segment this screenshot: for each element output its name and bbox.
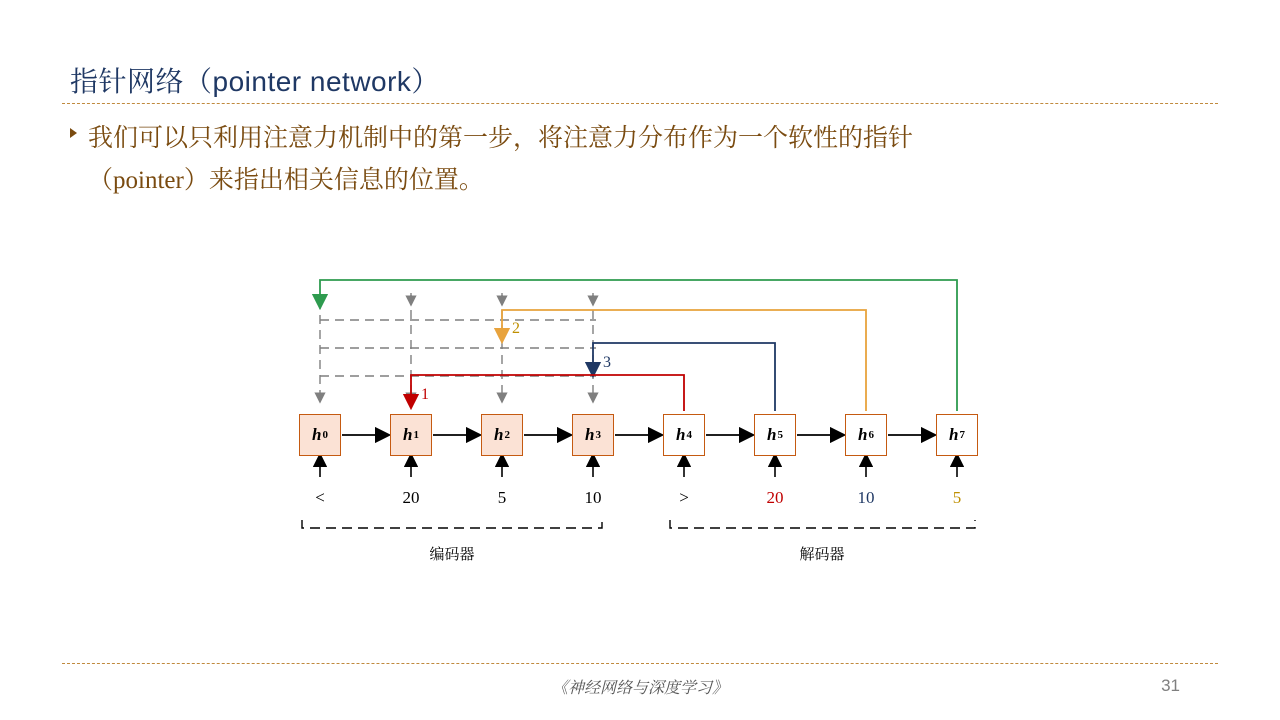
node-h7-base: h: [949, 425, 959, 444]
node-h4: [663, 414, 705, 456]
node-h7-sub: 7: [959, 429, 965, 441]
encoder-label: 编码器: [429, 546, 475, 563]
decoder-label: 解码器: [799, 546, 845, 563]
divider-bottom: [62, 663, 1218, 664]
node-h1: [390, 414, 432, 456]
bullet-paragraph: [70, 118, 1180, 202]
node-h1-sub: 1: [413, 429, 419, 441]
node-h6-sub: 6: [868, 429, 874, 441]
node-h0-base: h: [312, 425, 322, 444]
node-h5-sub: 5: [777, 429, 783, 441]
node-h2: [481, 414, 523, 456]
node-h3: [572, 414, 614, 456]
node-h2-base: h: [494, 425, 504, 444]
node-h3-sub: 3: [595, 429, 601, 441]
node-h4-base: h: [676, 425, 686, 444]
token-1: 20: [402, 488, 420, 507]
token-5: 20: [766, 488, 784, 507]
node-h6-base: h: [858, 425, 868, 444]
bullet-marker-icon: [70, 128, 77, 138]
token-4: >: [679, 488, 689, 507]
node-h0-sub: 0: [322, 429, 328, 441]
pointer-network-diagram: [280, 255, 1000, 585]
token-2: 5: [497, 488, 507, 507]
node-h5-base: h: [767, 425, 777, 444]
bullet-line-1: 我们可以只利用注意力机制中的第一步，将注意力分布作为一个软性的指针: [88, 125, 914, 152]
node-h0: [299, 414, 341, 456]
node-h5: [754, 414, 796, 456]
node-h3-base: h: [585, 425, 595, 444]
pointer-label-3: 3: [603, 354, 611, 371]
token-6: 10: [857, 488, 875, 507]
pointer-label-1: 1: [421, 386, 429, 403]
pointer-label-2: 2: [512, 320, 520, 337]
token-0: <: [315, 488, 325, 507]
footer-page-number: 31: [1161, 676, 1180, 695]
page-title: 指针网络（pointer network）: [70, 66, 440, 97]
divider-top: [62, 103, 1218, 104]
node-h2-sub: 2: [504, 429, 510, 441]
node-h4-sub: 4: [686, 429, 692, 441]
token-7: 5: [952, 488, 962, 507]
node-h6: [845, 414, 887, 456]
token-3: 10: [584, 488, 602, 507]
bullet-line-2: （pointer）来指出相关信息的位置。: [88, 167, 484, 194]
footer-book-title: 《神经网络与深度学习》: [551, 680, 728, 697]
node-h7: [936, 414, 978, 456]
diagram-wires: [280, 255, 1000, 585]
node-h1-base: h: [403, 425, 413, 444]
